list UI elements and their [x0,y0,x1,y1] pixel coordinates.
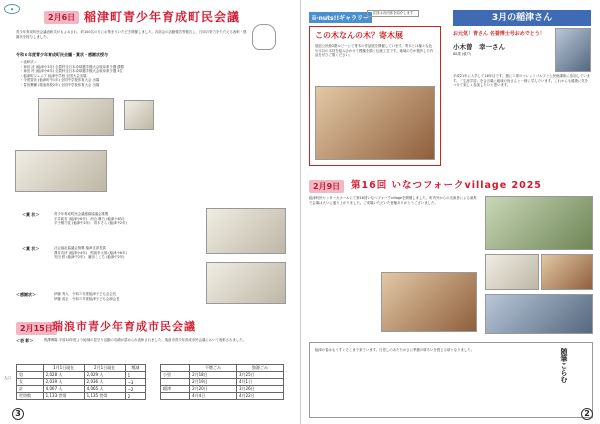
sched-cell: 2月18日 [190,372,237,379]
village-text: 稲津町民センター大ホールにて第16回いなつフォークvillageを開催しました。町内外からの出演者による演奏で会場は大いに盛り上がりました。ご来場いただいた皆様ありがとうございました。 [309,196,477,205]
pres2-label: ＜賞 状＞ [22,246,40,251]
column-title: 随筆こらむ [560,348,568,383]
pop-header: 増減 [125,365,145,372]
gallery-box-title: この木なんの木？寄木展 [315,31,403,40]
pop-cell: 計 [17,386,44,393]
village-photo-4 [541,254,593,290]
award-line: ・豊田蒼瀬 (瑞浪高校2年) 全国中学校体育大会 出場 [20,82,100,87]
march-age: 80歳 (萩戸) [453,52,472,56]
village-photo-2 [381,272,477,332]
pres1-label: ＜賞 状＞ [22,212,40,217]
pop-cell: 4,067 人 [43,386,84,393]
sched-cell: 3月26日 [237,386,284,393]
pop-cell: 2,029 人 [84,372,125,379]
sched-header: 不燃ごみ [190,365,237,372]
village-title: 第16回 いなつフォークvillage 2025 [351,180,542,191]
village-photo-1 [485,196,593,250]
sched-cell: 4月4日 [190,393,237,400]
pres1-text: 青少年育成町民会議連絡協議会推薦 宇井莉音 (稲津小6年) 河合 琳乃 (稲津小6年) 平子穂乃花 (稲津中2年) 青木そら (稲津中2年) [54,212,127,226]
page-number-right: 2 [581,408,593,420]
sec2-date: 2月15日 [16,322,57,335]
gallery-note: 次回は各団体を紹介します [367,10,419,17]
column-text: 稲津の春はもうすぐそこまで来ています。日差しのあたたかさに季節の移ろいを感じる頃となりました。 [315,348,475,352]
march-title: 3月の稲津さん [453,10,591,26]
pop-cell: 2,028 人 [43,372,84,379]
sched-header [161,365,190,372]
sched-cell: 4月22日 [237,393,284,400]
column-box [309,342,593,418]
awards-list [20,60,270,88]
pop-cell: 2,036 人 [84,379,125,386]
sched-cell: 2月19日 [190,379,237,386]
award-line: ・神田 洸 (稲津小3年) 全農杯全日本卓球選手権大会岐阜県予選 優勝 [20,64,125,69]
pop-cell: 2 [125,393,145,400]
sched-cell: 2月20日 [190,386,237,393]
march-text: 平成21年に入学して16年目です。週に１度のマレットゴルフと公民館講座に参加しています。「生涯学習」を合言葉に地域の皆さんと一緒に学んでいます。これからも健康に気をつけて楽しく参加したいと思います。 [453,74,591,88]
pop-cell: 1,133 世帯 [43,393,84,400]
village-photo-5 [485,294,593,334]
pop-header [17,365,44,372]
pop-header: 2月1日現在 [84,365,125,372]
sec1-date: 2月6日 [44,11,79,24]
cat-mascot-icon [252,24,276,50]
march-portrait [555,28,591,72]
award-line: ＜表彰状＞ [20,60,37,64]
march-subtitle: お元気！青さん 名誉博士号おめでとう！ [453,31,545,37]
pop-cell: −2 [125,386,145,393]
sched-cell: 稲津 [161,386,190,393]
sched-cell: 小里 [161,372,190,379]
thanks-label: ＜感謝状＞ [16,292,36,297]
award-photo-3 [124,100,154,130]
pop-cell: 男 [17,372,44,379]
schedule-table [160,364,284,400]
right-page [300,0,600,424]
pop-cell: 2,039 人 [43,379,84,386]
award-photo-2 [15,150,107,192]
village-photo-3 [485,254,539,290]
pop-cell: 世帯数 [17,393,44,400]
sched-cell: 3月25日 [237,372,284,379]
award-photo-1 [38,98,114,136]
mascot-icon: ● [4,4,20,14]
gallery-label: ii-nuts!!ギャラリー [309,12,372,23]
pres-photo-1 [206,208,286,254]
sched-cell [161,379,190,386]
pop-cell: 1,135 世帯 [84,393,125,400]
award-line: ・神田 玲 (稲津小6年) 全農杯全日本卓球選手権大会岐阜県予選 3位 [20,69,123,74]
pop-cell: 1 [125,372,145,379]
sec1-title: 稲津町青少年育成町民会議 [84,10,241,24]
page-number-left: 3 [12,408,24,420]
gallery-photo [315,86,435,160]
village-date: 2月9日 [309,180,344,193]
pres2-text: 社会福祉協議会推薦 稲津支部長賞 澤井功伊 (稲津小4年) 熊坂孝太郎 (稲津小6年) 安田 桜 (稲津中2年) 藤田ここち (稲津中2年) [54,246,127,260]
awards-title: 令和６年度青少年育成町民会議・賞状・感謝状授与 [16,52,108,57]
population-table [16,364,146,400]
pop-cell: 4,065 人 [84,386,125,393]
gallery-text: 瑞浪公民館2階ロビーにて寄木の作品展を開催しています。寄木とは様々な色や木目の木材を組み合わせて模様を描く伝統工芸です。地域の方が製作した作品をぜひご覧ください。 [315,44,434,58]
march-name: 小木曽 幸一さん [453,43,505,51]
award-line: ・稲津町ジュニア 稲津中学校 全国大会出場 [20,73,87,78]
pop-cell: −3 [125,379,145,386]
thanks-text: 伊藤 秀人 令和５年度稲津子ども会会長 伊藤 成正 令和５年度稲津子ども会副会長 [54,292,120,301]
sched-header: 資源ごみ [237,365,284,372]
sched-cell: 4月1日 [237,379,284,386]
sec2-text: 熊澤博隆 平成30年度より地域の見守り活動の功績が認められ表彰されました。瑞浪市青少年育成市民会議において表彰されました。 [44,338,247,342]
pop-side-label: 人口 [4,376,11,380]
sec2-label: ＜表 彰＞ [16,338,34,343]
pres-photo-2 [206,262,286,304]
pop-header: 1月1日現在 [43,365,84,372]
sec1-intro: 青少年育成町民会議表彰式がもよおされ、約100名の方にお集まりいただき開催しました。各部会の活動報告等報告し、日頃の努力をたたえる表彰・感謝状を授与しました。 [16,30,247,39]
sched-cell [161,393,190,400]
pop-cell: 女 [17,379,44,386]
award-line: ・今度智音 (稲津町中1年) 全国中学校体育大会 出場 [20,78,100,83]
sec2-title: 瑞浪市青少年育成市民会議 [52,320,196,333]
